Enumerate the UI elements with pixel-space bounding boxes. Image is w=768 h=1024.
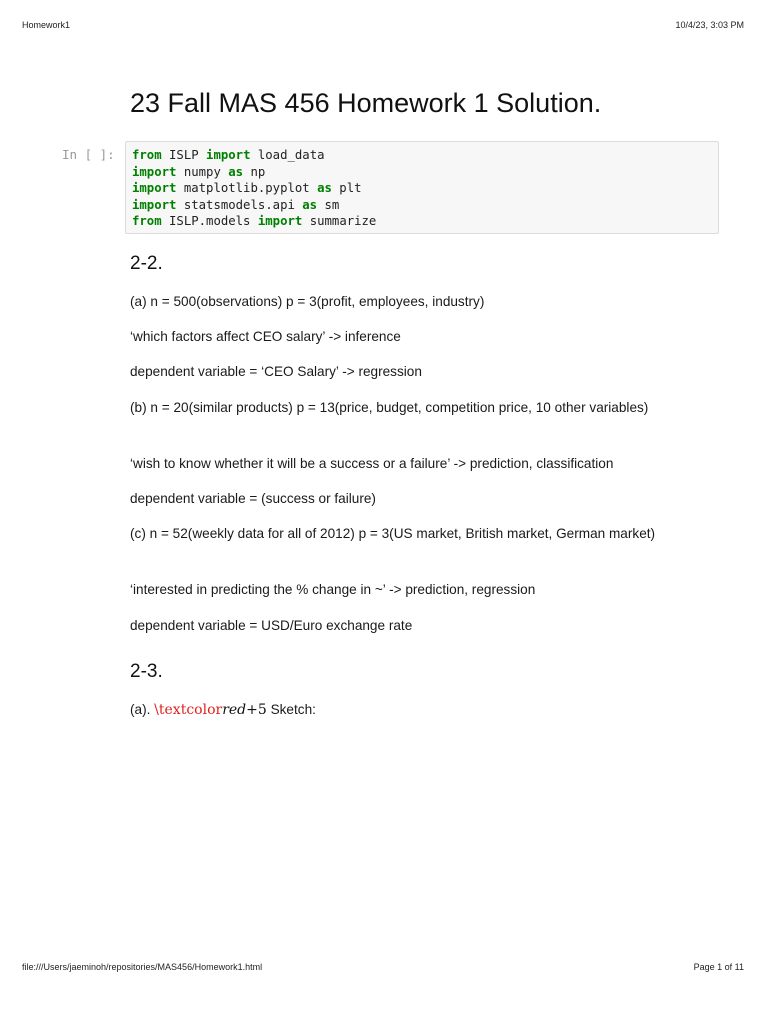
code-keyword: as — [228, 164, 244, 179]
paragraph-2-2-b-goal: ‘wish to know whether it will be a success or a failure’ -> prediction, classification — [130, 456, 614, 471]
code-keyword: import — [132, 164, 177, 179]
paragraph-2-2-a: (a) n = 500(observations) p = 3(profit, employees, industry) — [130, 294, 485, 309]
code-text: sm — [317, 197, 340, 212]
code-keyword: import — [132, 197, 177, 212]
paragraph-2-2-b-dependent: dependent variable = (success or failure) — [130, 491, 376, 506]
code-line — [132, 164, 712, 181]
item-suffix: Sketch: — [266, 702, 316, 717]
paragraph-2-3-a — [130, 700, 690, 720]
print-footer-url: file:///Users/jaeminoh/repositories/MAS456/Homework1.html — [22, 962, 263, 972]
code-text: np — [243, 164, 266, 179]
code-text: statsmodels.api — [176, 197, 303, 212]
paragraph-2-2-a-goal: ‘which factors affect CEO salary’ -> inference — [130, 329, 401, 344]
section-heading-2-3: 2-3. — [130, 661, 163, 682]
latex-italic: red — [222, 702, 247, 718]
code-line — [132, 213, 712, 230]
code-keyword: from — [132, 148, 162, 162]
paragraph-2-2-c-goal: ‘interested in predicting the % change in ~’ -> prediction, regression — [130, 582, 536, 597]
latex-command: \textcolor — [154, 702, 223, 718]
code-keyword: as — [302, 197, 318, 212]
code-keyword: import — [206, 148, 251, 162]
page-title: 23 Fall MAS 456 Homework 1 Solution. — [130, 88, 602, 118]
paragraph-2-2-c-dependent: dependent variable = USD/Euro exchange rate — [130, 618, 413, 633]
code-text: plt — [331, 181, 362, 195]
cell-prompt: In [ ]: — [62, 147, 115, 162]
paragraph-2-2-a-dependent: dependent variable = ‘CEO Salary’ -> regression — [130, 364, 422, 379]
print-header-date: 10/4/23, 3:03 PM — [675, 20, 744, 30]
code-text: summarize — [302, 214, 377, 228]
code-keyword: import — [132, 181, 177, 195]
code-text: load_data — [250, 148, 325, 162]
code-keyword: as — [317, 181, 332, 195]
code-line — [132, 180, 712, 197]
item-prefix: (a). — [130, 702, 155, 717]
code-line — [132, 147, 712, 164]
code-text: ISLP — [161, 148, 207, 162]
paragraph-2-2-b: (b) n = 20(similar products) p = 13(price, budget, competition price, 10 other variables) — [130, 400, 649, 415]
code-text: ISLP.models — [161, 214, 258, 228]
code-text: matplotlib.pyplot — [176, 181, 318, 195]
paragraph-2-2-c: (c) n = 52(weekly data for all of 2012) p = 3(US market, British market, German market) — [130, 526, 656, 541]
print-header-left: Homework1 — [22, 20, 71, 30]
print-footer-page-number: Page 1 of 11 — [693, 962, 744, 972]
code-keyword: import — [257, 214, 303, 228]
section-heading-2-2: 2-2. — [130, 253, 163, 274]
code-text: numpy — [176, 164, 229, 179]
code-line — [132, 197, 712, 214]
latex-tail: +5 — [246, 702, 267, 718]
code-cell[interactable] — [125, 141, 719, 234]
code-keyword: from — [132, 214, 162, 228]
